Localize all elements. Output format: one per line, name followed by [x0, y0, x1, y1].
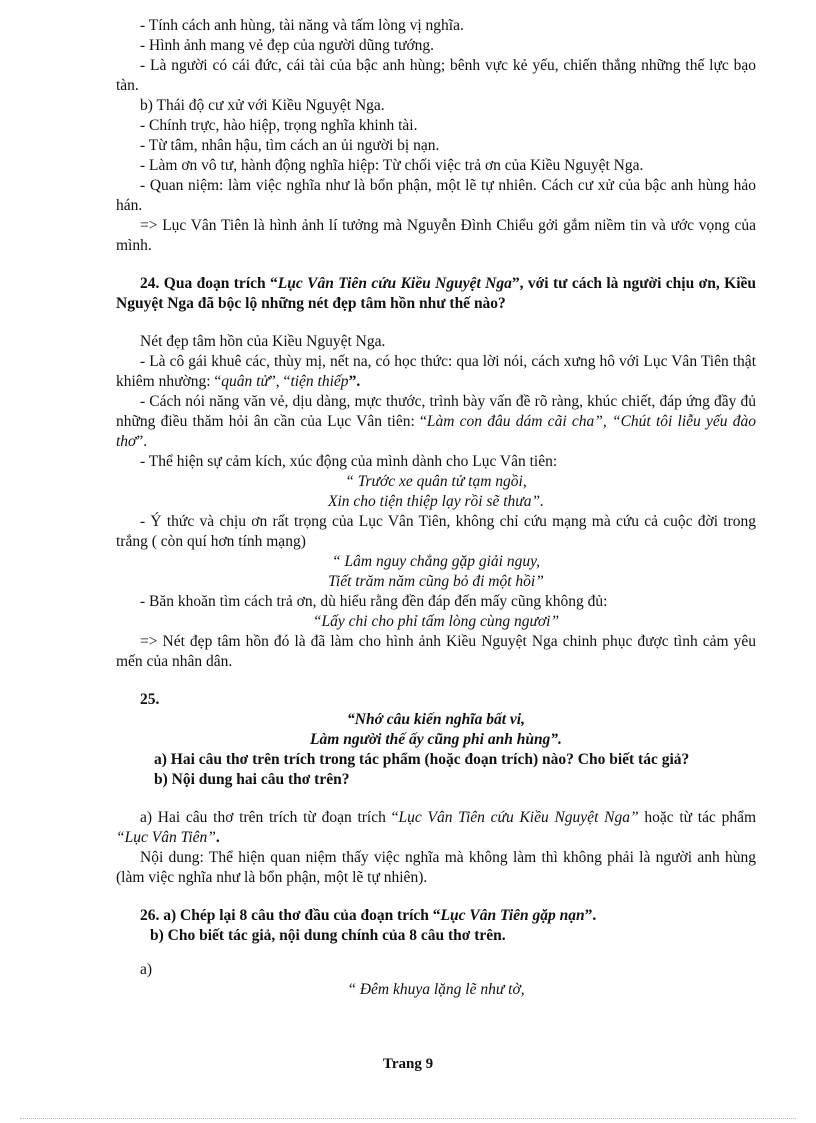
- answer-25a: a) Hai câu thơ trên trích từ đoạn trích “Lục Vân Tiên cứu Kiều Nguyệt Nga” hoặc từ tác phẩm “Lục Vân Tiên”.: [116, 809, 757, 846]
- answer-26a-label: a): [140, 961, 153, 978]
- question-25a: a) Hai câu thơ trên trích trong tác phẩm (hoặc đoạn trích) nào? Cho biết tác giả?: [154, 751, 690, 768]
- text-line: - Hình ảnh mang vẻ đẹp của người dũng tướng.: [140, 37, 435, 54]
- question-26b: b) Cho biết tác giả, nội dung chính của 8 câu thơ trên.: [150, 927, 506, 944]
- verse-line: Làm người thế ấy cũng phi anh hùng”.: [310, 731, 562, 748]
- text-line: - Là người có cái đức, cái tài của bậc anh hùng; bênh vực kẻ yếu, chiến thắng những thế lực bạo tàn.: [116, 57, 756, 94]
- work-title: Lục Vân Tiên cứu Kiều Nguyệt Nga: [277, 275, 512, 292]
- text-line: - Quan niệm: làm việc nghĩa như là bổn phận, một lẽ tự nhiên. Cách cư xử của bậc anh hùng hảo hán.: [116, 177, 756, 214]
- verse-line: “Lấy chi cho phỉ tấm lòng cùng ngươi”: [312, 613, 560, 630]
- conclusion-line: => Lục Vân Tiên là hình ảnh lí tưởng mà Nguyễn Đình Chiểu gởi gắm niềm tin và ước vọng của mình.: [116, 217, 756, 254]
- answer-intro: Nét đẹp tâm hồn của Kiều Nguyệt Nga.: [140, 333, 386, 350]
- text-line: - Từ tâm, nhân hậu, tìm cách an ủi người bị nạn.: [140, 137, 440, 154]
- verse-line: “ Đêm khuya lặng lẽ như tờ,: [347, 981, 525, 998]
- page-number: Trang 9: [382, 1056, 434, 1072]
- verse-line: “ Trước xe quân tử tạm ngồi,: [345, 473, 527, 490]
- answer-point: - Băn khoăn tìm cách trả ơn, dù hiểu rằng đền đáp đến mấy cũng không đủ:: [140, 593, 608, 610]
- section-heading-b: b) Thái độ cư xử với Kiều Nguyệt Nga.: [140, 97, 385, 114]
- question-25b: b) Nội dung hai câu thơ trên?: [154, 771, 350, 788]
- question-25-number: 25.: [140, 691, 160, 708]
- verse-line: “ Lâm nguy chẳng gặp giải nguy,: [332, 553, 540, 570]
- question-24: 24. Qua đoạn trích “Lục Vân Tiên cứu Kiều Nguyệt Nga”, với tư cách là người chịu ơn, Kiều Nguyệt Nga đã bộc lộ những nét đẹp tâm hồn như thế nào?: [116, 275, 756, 312]
- answer-25b: Nội dung: Thể hiện quan niệm thấy việc nghĩa mà không làm thì không phải là người anh hùng (làm việc nghĩa như là bổn phận, một lẽ tự nhiên).: [116, 849, 756, 886]
- verse-line: Tiết trăm năm cũng bỏ đi một hồi”: [328, 573, 544, 590]
- answer-point: - Ý thức và chịu ơn rất trọng của Lục Vân Tiên, không chỉ cứu mạng mà cứu cả cuộc đời trong trắng ( còn quí hơn tính mạng): [116, 513, 756, 550]
- question-26a: 26. a) Chép lại 8 câu thơ đầu của đoạn trích “Lục Vân Tiên gặp nạn”.: [140, 907, 597, 924]
- verse-line: Xin cho tiện thiệp lạy rồi sẽ thưa”.: [328, 493, 544, 510]
- text-line: - Làm ơn vô tư, hành động nghĩa hiệp: Từ chối việc trả ơn của Kiều Nguyệt Nga.: [140, 157, 644, 174]
- verse-line: “Nhớ câu kiến nghĩa bất vi,: [347, 711, 525, 728]
- text-line: - Tính cách anh hùng, tài năng và tấm lòng vị nghĩa.: [140, 17, 464, 34]
- answer-point: - Thể hiện sự cảm kích, xúc động của mình dành cho Lục Vân tiên:: [140, 453, 558, 470]
- answer-point: - Cách nói năng văn vẻ, dịu dàng, mực thước, trình bày vấn đề rõ ràng, khúc chiết, đáp ứng đầy đủ những điều thăm hỏi ân cần của Lục Vân tiên: “Làm con đâu dám cãi cha”, “Chút tôi liễu yếu đào thơ”.: [116, 393, 756, 450]
- page-divider: [20, 1118, 796, 1119]
- conclusion-line: => Nét đẹp tâm hồn đó là đã làm cho hình ảnh Kiều Nguyệt Nga chinh phục được tình cảm yêu mến của nhân dân.: [116, 633, 756, 670]
- text-line: - Chính trực, hào hiệp, trọng nghĩa khinh tài.: [140, 117, 418, 134]
- answer-point: - Là cô gái khuê các, thùy mị, nết na, có học thức: qua lời nói, cách xưng hô với Lục Vân Tiên thật khiêm nhường: “quân tử”, “tiện thiếp”.: [116, 353, 756, 390]
- page-content: [116, 16, 756, 1000]
